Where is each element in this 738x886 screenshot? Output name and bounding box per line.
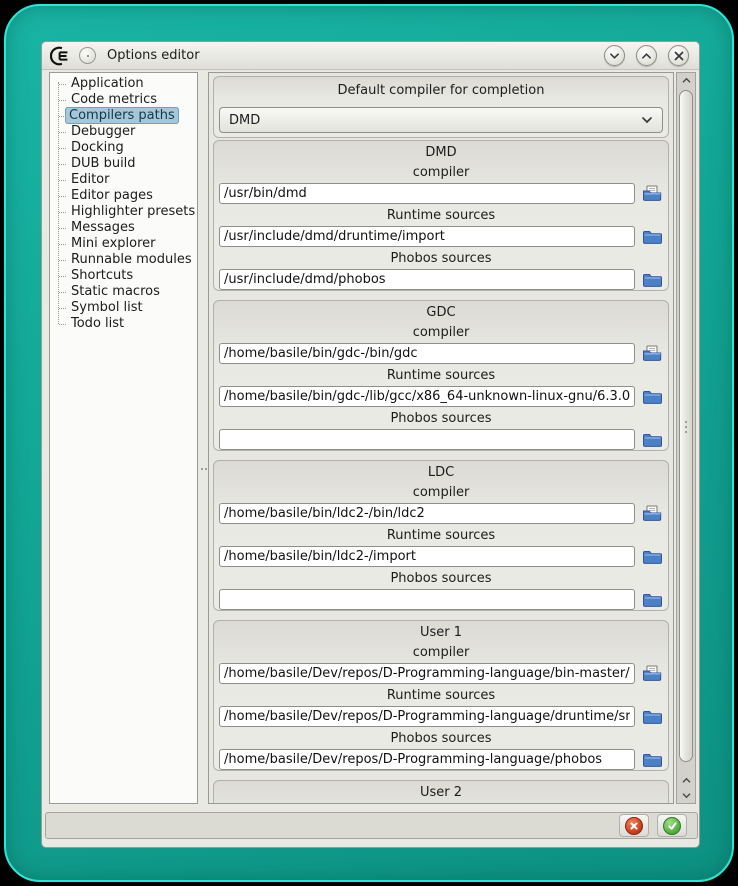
sidebar-item-messages[interactable]: Messages: [50, 220, 197, 236]
chevron-down-icon: [681, 792, 692, 799]
group-dmd: [213, 140, 669, 291]
sidebar-item-editor[interactable]: Editor: [50, 172, 197, 188]
group-title: User 1: [419, 625, 463, 640]
options-editor-window: [41, 41, 700, 848]
scrollbar-thumb[interactable]: [679, 90, 693, 762]
field-label: compiler: [412, 485, 470, 500]
group-title: DMD: [425, 145, 457, 160]
sidebar-item-mini-explorer[interactable]: Mini explorer: [50, 236, 197, 252]
dmd-runtime-browse-button[interactable]: [641, 227, 663, 246]
chevron-up-icon: [681, 77, 692, 84]
sidebar-item-highlighter-presets[interactable]: Highlighter presets: [50, 204, 197, 220]
dmd-compiler-browse-button[interactable]: [641, 184, 663, 203]
default-compiler-select[interactable]: [219, 107, 663, 133]
folder-icon: [642, 591, 663, 608]
field-row: [214, 749, 668, 770]
user1-compiler-input[interactable]: [219, 663, 635, 684]
sidebar-item-compilers-paths[interactable]: Compilers paths: [50, 108, 197, 124]
scroll-up-button-secondary[interactable]: [677, 773, 695, 788]
user1-runtime-browse-button[interactable]: [641, 707, 663, 726]
close-button[interactable]: [668, 45, 689, 66]
ldc-phobos-browse-button[interactable]: [641, 590, 663, 609]
folder-icon: [642, 751, 663, 768]
sidebar-item-symbol-list[interactable]: Symbol list: [50, 300, 197, 316]
group-gdc: [213, 300, 669, 451]
group-title: GDC: [426, 305, 456, 320]
sidebar-splitter[interactable]: [198, 72, 208, 804]
sidebar-item-runnable-modules[interactable]: Runnable modules: [50, 252, 197, 268]
chevron-down-icon: [609, 52, 620, 60]
user1-compiler-browse-button[interactable]: [641, 664, 663, 683]
vertical-scrollbar[interactable]: [676, 72, 696, 804]
dialog-footer: [45, 812, 698, 839]
shade-button[interactable]: [604, 45, 625, 66]
folder-icon: [642, 708, 663, 725]
chevron-down-icon: [641, 116, 653, 124]
open-file-icon: [642, 185, 663, 202]
field-label: Phobos sources: [390, 251, 492, 266]
field-row: [214, 663, 668, 684]
folder-icon: [642, 431, 663, 448]
titlebar[interactable]: [42, 42, 699, 70]
sidebar-item-shortcuts[interactable]: Shortcuts: [50, 268, 197, 284]
folder-icon: [642, 548, 663, 565]
open-file-icon: [642, 505, 663, 522]
accept-button[interactable]: [657, 814, 687, 837]
gdc-compiler-browse-button[interactable]: [641, 344, 663, 363]
field-row: [214, 706, 668, 727]
splitter-grip: [201, 468, 203, 470]
tree-items: [50, 76, 197, 332]
field-label: compiler: [412, 165, 470, 180]
cancel-icon: [625, 817, 643, 835]
close-icon: [674, 51, 684, 61]
field-row: [214, 343, 668, 364]
field-label: Runtime sources: [386, 688, 496, 703]
accept-icon: [663, 817, 681, 835]
sidebar-item-docking[interactable]: Docking: [50, 140, 197, 156]
field-row: [214, 589, 668, 610]
field-row: [214, 429, 668, 450]
field-row: [214, 546, 668, 567]
sidebar-item-todo-list[interactable]: Todo list: [50, 316, 197, 332]
dmd-phobos-browse-button[interactable]: [641, 270, 663, 289]
window-controls: [604, 45, 689, 66]
open-file-icon: [642, 665, 663, 682]
group-title: LDC: [427, 465, 455, 480]
folder-icon: [642, 388, 663, 405]
window-menu-button[interactable]: [79, 47, 96, 64]
field-row: [214, 226, 668, 247]
field-label: Runtime sources: [386, 528, 496, 543]
user1-phobos-sources-input[interactable]: [219, 749, 635, 770]
combo-value: DMD: [229, 112, 261, 128]
gdc-phobos-sources-input[interactable]: [219, 429, 635, 450]
dmd-phobos-sources-input[interactable]: [219, 269, 635, 290]
ldc-compiler-input[interactable]: [219, 503, 635, 524]
field-label: Phobos sources: [390, 571, 492, 586]
user1-phobos-browse-button[interactable]: [641, 750, 663, 769]
field-label: compiler: [412, 325, 470, 340]
field-row: [214, 503, 668, 524]
categories-tree: [49, 72, 198, 804]
scroll-down-button[interactable]: [677, 788, 695, 803]
group-title: Default compiler for completion: [337, 83, 545, 98]
chevron-up-icon: [641, 52, 652, 60]
app-logo-icon: [50, 45, 72, 67]
ldc-runtime-browse-button[interactable]: [641, 547, 663, 566]
group-title: User 2: [419, 785, 463, 800]
group-default-compiler: [213, 76, 669, 138]
sidebar-item-debugger[interactable]: Debugger: [50, 124, 197, 140]
group-user1: [213, 620, 669, 771]
ldc-phobos-sources-input[interactable]: [219, 589, 635, 610]
sidebar-item-static-macros[interactable]: Static macros: [50, 284, 197, 300]
field-label: Runtime sources: [386, 208, 496, 223]
sidebar-item-dub-build[interactable]: DUB build: [50, 156, 197, 172]
sidebar-item-code-metrics[interactable]: Code metrics: [50, 92, 197, 108]
gdc-phobos-browse-button[interactable]: [641, 430, 663, 449]
field-label: Phobos sources: [390, 731, 492, 746]
dmd-runtime-sources-input[interactable]: [219, 226, 635, 247]
gdc-compiler-input[interactable]: [219, 343, 635, 364]
ldc-runtime-sources-input[interactable]: [219, 546, 635, 567]
thumb-grip: [685, 426, 687, 428]
field-row: [214, 183, 668, 204]
field-label: Phobos sources: [390, 411, 492, 426]
field-row: [214, 269, 668, 290]
folder-icon: [642, 271, 663, 288]
chevron-up-icon: [681, 777, 692, 784]
cancel-button[interactable]: [619, 814, 649, 837]
gdc-runtime-sources-input[interactable]: [219, 386, 635, 407]
field-row: [214, 386, 668, 407]
ldc-compiler-browse-button[interactable]: [641, 504, 663, 523]
field-label: compiler: [412, 645, 470, 660]
user1-runtime-sources-input[interactable]: [219, 706, 635, 727]
scroll-up-button[interactable]: [677, 73, 695, 88]
open-file-icon: [642, 345, 663, 362]
sidebar-item-editor-pages[interactable]: Editor pages: [50, 188, 197, 204]
gdc-runtime-browse-button[interactable]: [641, 387, 663, 406]
unshade-button[interactable]: [636, 45, 657, 66]
group-ldc: [213, 460, 669, 611]
folder-icon: [642, 228, 663, 245]
field-label: Runtime sources: [386, 368, 496, 383]
window-title: Options editor: [107, 48, 200, 63]
group-user2: [213, 780, 669, 804]
compilers-paths-panel: [208, 72, 674, 804]
sidebar-item-application[interactable]: Application: [50, 76, 197, 92]
dmd-compiler-input[interactable]: [219, 183, 635, 204]
